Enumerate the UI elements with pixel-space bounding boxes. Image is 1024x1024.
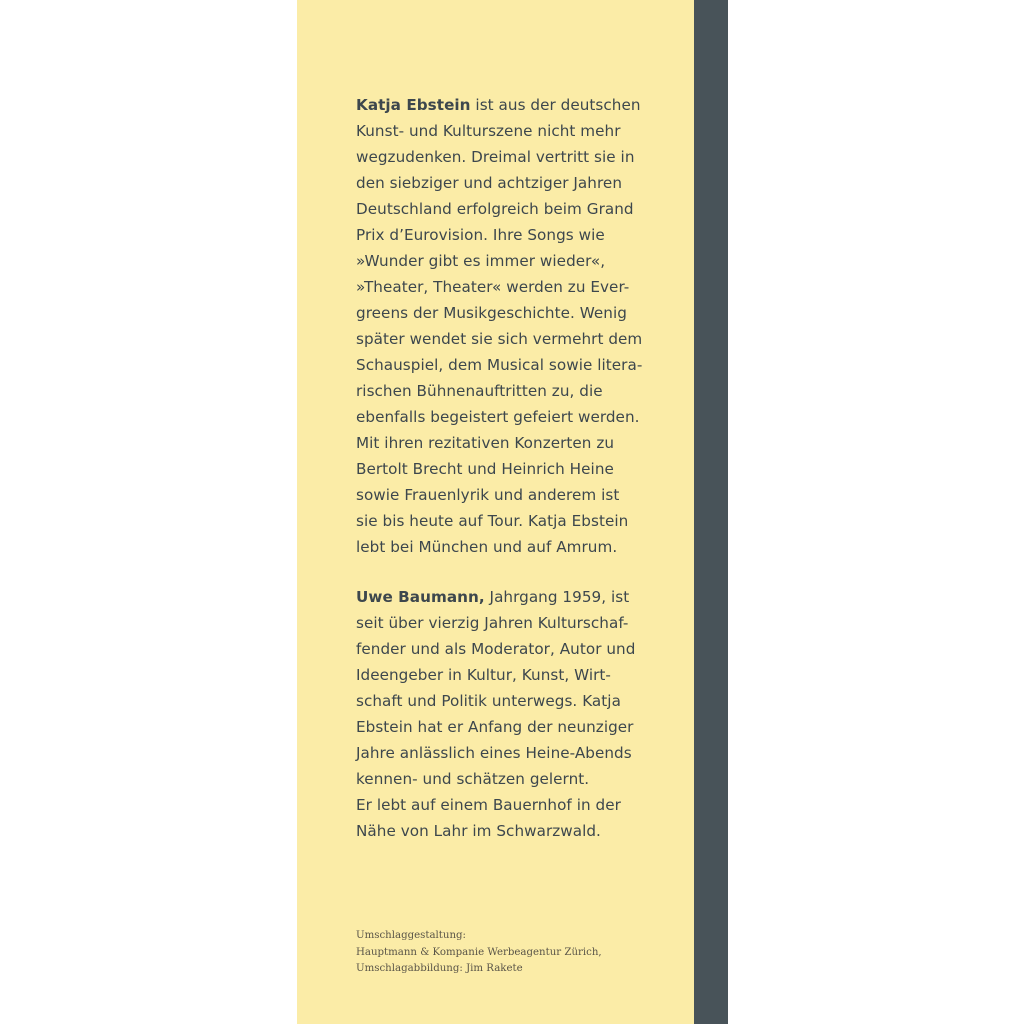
cover-credits (356, 928, 676, 978)
bio-line: wegzudenken. Dreimal vertritt sie in (356, 148, 635, 166)
author-bio-katja-ebstein (356, 92, 676, 560)
bio-line: Nähe von Lahr im Schwarzwald. (356, 822, 601, 840)
bio-line: später wendet sie sich vermehrt dem (356, 330, 643, 348)
author-name: Uwe Baumann, (356, 588, 485, 606)
credits-line: Hauptmann & Kompanie Werbeagentur Zürich, (356, 946, 602, 958)
author-name: Katja Ebstein (356, 96, 471, 114)
bio-line: den siebziger und achtziger Jahren (356, 174, 622, 192)
bio-line: »Wunder gibt es immer wieder«, (356, 252, 606, 270)
bio-line: schaft und Politik unterwegs. Katja (356, 692, 621, 710)
bio-text: ist aus der deutschen (470, 96, 641, 114)
bio-first-line (356, 92, 676, 118)
book-spine (694, 0, 728, 1024)
bio-line: Jahre anlässlich eines Heine-Abends (356, 744, 632, 762)
bio-line: Ebstein hat er Anfang der neunziger (356, 718, 634, 736)
credits-line: Umschlagabbildung: Jim Rakete (356, 963, 523, 974)
bio-line: »Theater, Theater« werden zu Ever- (356, 278, 630, 296)
bio-text: Jahrgang 1959, ist (484, 588, 630, 606)
author-bio-uwe-baumann (356, 584, 676, 844)
bio-line: Kunst- und Kulturszene nicht mehr (356, 122, 621, 140)
bio-line: fender und als Moderator, Autor und (356, 640, 636, 658)
bio-line: lebt bei München und auf Amrum. (356, 538, 618, 556)
bio-line: seit über vierzig Jahren Kulturschaf- (356, 614, 629, 632)
bio-line: Bertolt Brecht und Heinrich Heine (356, 460, 614, 478)
bio-line: Er lebt auf einem Bauernhof in der (356, 796, 621, 814)
credits-line: Umschlaggestaltung: (356, 930, 466, 941)
bio-line: kennen- und schätzen gelernt. (356, 770, 590, 788)
bio-line: Schauspiel, dem Musical sowie litera- (356, 356, 643, 374)
bio-line: Mit ihren rezitativen Konzerten zu (356, 434, 615, 452)
bio-first-line (356, 584, 676, 610)
bio-line: Prix d’Eurovision. Ihre Songs wie (356, 226, 605, 244)
bio-line: rischen Bühnenauftritten zu, die (356, 382, 603, 400)
bio-line: ebenfalls begeistert gefeiert werden. (356, 408, 640, 426)
bio-line: sowie Frauenlyrik und anderem ist (356, 486, 620, 504)
bio-line: greens der Musikgeschichte. Wenig (356, 304, 627, 322)
bio-line: Deutschland erfolgreich beim Grand (356, 200, 634, 218)
bio-line: sie bis heute auf Tour. Katja Ebstein (356, 512, 629, 530)
bio-line: Ideengeber in Kultur, Kunst, Wirt- (356, 666, 611, 684)
